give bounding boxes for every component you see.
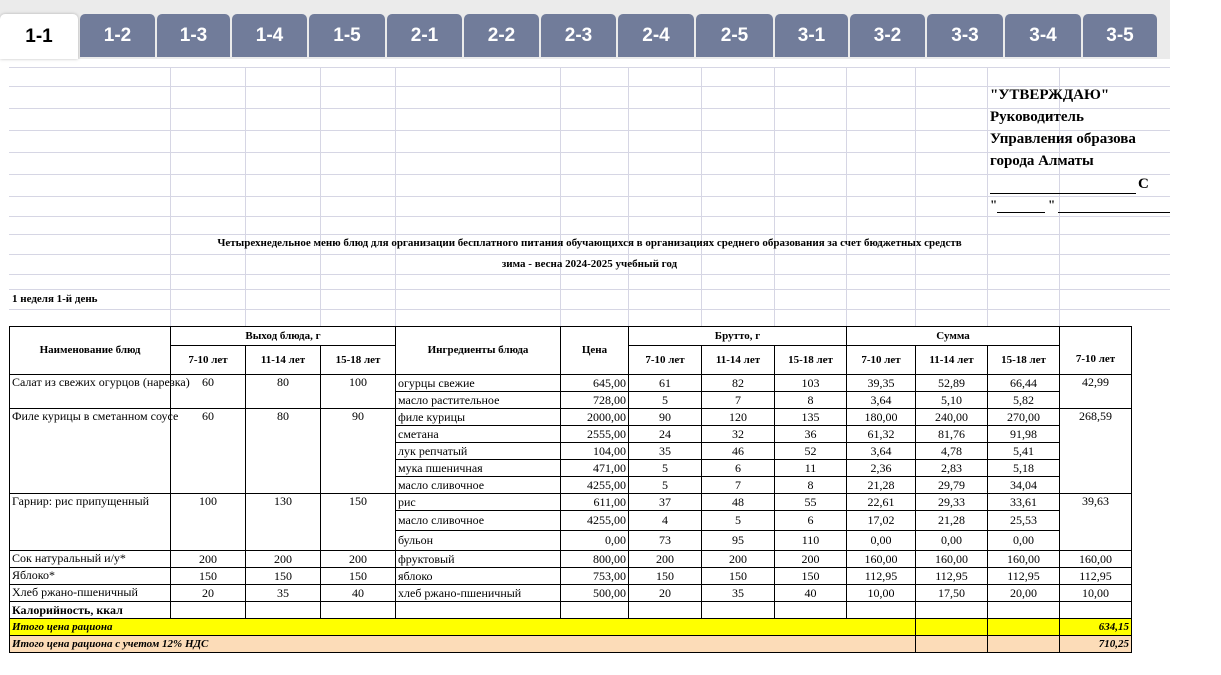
- sum-cell: 240,00: [916, 409, 988, 426]
- total-blank: [916, 636, 988, 653]
- menu-table: [9, 326, 1221, 653]
- header-dish: Наименование блюд: [10, 327, 171, 375]
- empty-cell: [702, 602, 775, 619]
- yield-cell: 80: [246, 375, 321, 409]
- empty-cell: [246, 602, 321, 619]
- quote-close: ": [1048, 197, 1056, 212]
- brutto-cell: 200: [775, 551, 847, 568]
- price-cell: 471,00: [561, 460, 629, 477]
- table-row: [10, 585, 1221, 602]
- gridline: [9, 274, 1170, 275]
- sum-cell: 17,02: [847, 511, 916, 531]
- header-brutto: Брутто, г: [629, 327, 847, 346]
- sum-cell: 21,28: [916, 511, 988, 531]
- sum-cell: 112,95: [916, 568, 988, 585]
- header-price: Цена: [561, 327, 629, 375]
- header-ingredients: Ингредиенты блюда: [396, 327, 561, 375]
- brutto-cell: 200: [702, 551, 775, 568]
- sum-cell: 160,00: [988, 551, 1060, 568]
- approval-line: Руководитель: [990, 109, 1084, 125]
- brutto-cell: 110: [775, 531, 847, 551]
- header-age: 11-14 лет: [916, 346, 988, 375]
- brutto-cell: 5: [702, 511, 775, 531]
- total-vat-label: Итого цена рациона с учетом 12% НДС: [10, 636, 916, 653]
- yield-cell: 100: [171, 494, 246, 551]
- quote-open: ": [990, 197, 998, 212]
- empty-cell: [629, 602, 702, 619]
- sum-cell: 5,18: [988, 460, 1060, 477]
- brutto-cell: 36: [775, 426, 847, 443]
- sum-cell: 81,76: [916, 426, 988, 443]
- ingredient-name: бульон: [396, 531, 561, 551]
- price-cell: 728,00: [561, 392, 629, 409]
- header-age: 7-10 лет: [629, 346, 702, 375]
- approval-line: города Алматы: [990, 153, 1094, 169]
- sum-cell: 33,61: [988, 494, 1060, 511]
- empty-cell: [775, 602, 847, 619]
- menu-subtitle: зима - весна 2024-2025 учебный год: [501, 258, 678, 270]
- brutto-cell: 55: [775, 494, 847, 511]
- sum-cell: 22,61: [847, 494, 916, 511]
- price-cell: 645,00: [561, 375, 629, 392]
- tab-1-3[interactable]: 1-3: [157, 14, 230, 57]
- brutto-cell: 20: [629, 585, 702, 602]
- table-row: [10, 494, 1221, 511]
- sum-cell: 39,35: [847, 375, 916, 392]
- sum-cell: 0,00: [988, 531, 1060, 551]
- tab-2-1[interactable]: 2-1: [387, 14, 462, 57]
- brutto-cell: 8: [775, 392, 847, 409]
- brutto-cell: 35: [629, 443, 702, 460]
- yield-cell: 40: [321, 585, 396, 602]
- sum-cell: 270,00: [988, 409, 1060, 426]
- brutto-cell: 4: [629, 511, 702, 531]
- brutto-cell: 5: [629, 460, 702, 477]
- dish-total: 10,00: [1060, 585, 1132, 602]
- yield-cell: 150: [171, 568, 246, 585]
- empty-cell: [321, 602, 396, 619]
- price-cell: 611,00: [561, 494, 629, 511]
- brutto-cell: 5: [629, 477, 702, 494]
- empty-cell: [988, 602, 1060, 619]
- table-row: [10, 409, 1221, 426]
- gridline: [9, 234, 1170, 235]
- sum-cell: 160,00: [916, 551, 988, 568]
- gridline: [9, 216, 1170, 217]
- yield-cell: 150: [321, 568, 396, 585]
- ingredient-name: масло растительное: [396, 392, 561, 409]
- sum-cell: 160,00: [847, 551, 916, 568]
- dish-name: Сок натуральный и/у*: [10, 551, 171, 568]
- sum-cell: 61,32: [847, 426, 916, 443]
- total-label: Итого цена рациона: [10, 619, 916, 636]
- header-age: 15-18 лет: [988, 346, 1060, 375]
- header-age: 7-10 лет: [847, 346, 916, 375]
- total-vat-value: 710,25: [1060, 636, 1132, 653]
- header-age: 7-10 лет: [1060, 346, 1132, 375]
- yield-cell: 200: [321, 551, 396, 568]
- sum-cell: 0,00: [847, 531, 916, 551]
- sum-cell: 3,64: [847, 443, 916, 460]
- spreadsheet-sheet: [9, 67, 1170, 675]
- dish-name: Салат из свежих огурцов (нарезка): [10, 375, 171, 409]
- sum-cell: 20,00: [988, 585, 1060, 602]
- tab-3-2[interactable]: 3-2: [850, 14, 925, 57]
- header-age: 7-10 лет: [171, 346, 246, 375]
- header-age: 11-14 лет: [246, 346, 321, 375]
- ingredient-name: филе курицы: [396, 409, 561, 426]
- brutto-cell: 150: [629, 568, 702, 585]
- tab-3-4[interactable]: 3-4: [1005, 14, 1081, 57]
- price-cell: 2555,00: [561, 426, 629, 443]
- brutto-cell: 73: [629, 531, 702, 551]
- dish-total: 268,59: [1060, 409, 1132, 494]
- yield-cell: 100: [321, 375, 396, 409]
- ingredient-name: мука пшеничная: [396, 460, 561, 477]
- yield-cell: 130: [246, 494, 321, 551]
- day-underline: [997, 212, 1045, 213]
- ingredient-name: сметана: [396, 426, 561, 443]
- empty-cell: [1060, 602, 1132, 619]
- sum-cell: 10,00: [847, 585, 916, 602]
- brutto-cell: 32: [702, 426, 775, 443]
- empty-cell: [847, 602, 916, 619]
- brutto-cell: 150: [775, 568, 847, 585]
- date-line: [990, 198, 1170, 216]
- sum-cell: 25,53: [988, 511, 1060, 531]
- brutto-cell: 6: [775, 511, 847, 531]
- brutto-cell: 24: [629, 426, 702, 443]
- sum-cell: 17,50: [916, 585, 988, 602]
- sheet-tab-bar: [0, 14, 1170, 59]
- price-cell: 4255,00: [561, 477, 629, 494]
- dish-total: 39,63: [1060, 494, 1132, 551]
- brutto-cell: 90: [629, 409, 702, 426]
- brutto-cell: 103: [775, 375, 847, 392]
- sum-cell: 5,41: [988, 443, 1060, 460]
- tab-1-1[interactable]: 1-1: [0, 14, 78, 59]
- brutto-cell: 6: [702, 460, 775, 477]
- brutto-cell: 11: [775, 460, 847, 477]
- brutto-cell: 46: [702, 443, 775, 460]
- sum-cell: 29,33: [916, 494, 988, 511]
- header-age: 15-18 лет: [775, 346, 847, 375]
- table-row: [10, 375, 1221, 392]
- empty-cell: [561, 602, 629, 619]
- tab-2-4[interactable]: 2-4: [618, 14, 694, 57]
- ingredient-name: лук репчатый: [396, 443, 561, 460]
- price-cell: 2000,00: [561, 409, 629, 426]
- sum-cell: 21,28: [847, 477, 916, 494]
- yield-cell: 80: [246, 409, 321, 494]
- empty-cell: [171, 602, 246, 619]
- tab-3-5[interactable]: 3-5: [1083, 14, 1157, 57]
- yield-cell: 90: [321, 409, 396, 494]
- approval-line: Управления образова: [990, 131, 1136, 147]
- header-age: 15-18 лет: [321, 346, 396, 375]
- brutto-cell: 8: [775, 477, 847, 494]
- tab-2-3[interactable]: 2-3: [541, 14, 616, 57]
- empty-cell: [396, 602, 561, 619]
- sum-cell: 2,83: [916, 460, 988, 477]
- dish-name: Филе курицы в сметанном соусе: [10, 409, 171, 494]
- tab-1-5[interactable]: 1-5: [309, 14, 385, 57]
- brutto-cell: 37: [629, 494, 702, 511]
- total-vat-row: [10, 636, 1221, 653]
- approval-line: "УТВЕРЖДАЮ": [990, 87, 1110, 103]
- total-value: 634,15: [1060, 619, 1132, 636]
- tab-2-5[interactable]: 2-5: [696, 14, 773, 57]
- price-cell: 800,00: [561, 551, 629, 568]
- brutto-cell: 48: [702, 494, 775, 511]
- sum-cell: 91,98: [988, 426, 1060, 443]
- ingredient-name: масло сливочное: [396, 477, 561, 494]
- signature-letter: С: [1138, 176, 1149, 192]
- dish-total: 42,99: [1060, 375, 1132, 409]
- yield-cell: 200: [171, 551, 246, 568]
- header-sum: Сумма: [847, 327, 1060, 346]
- yield-cell: 60: [171, 375, 246, 409]
- ingredient-name: масло сливочное: [396, 511, 561, 531]
- brutto-cell: 61: [629, 375, 702, 392]
- tab-2-2[interactable]: 2-2: [464, 14, 539, 57]
- sum-cell: 5,10: [916, 392, 988, 409]
- ingredient-name: фруктовый: [396, 551, 561, 568]
- yield-cell: 35: [246, 585, 321, 602]
- yield-cell: 150: [321, 494, 396, 551]
- ingredient-name: хлеб ржано-пшеничный: [396, 585, 561, 602]
- brutto-cell: 35: [702, 585, 775, 602]
- brutto-cell: 5: [629, 392, 702, 409]
- week-day-label: 1 неделя 1-й день: [12, 293, 98, 305]
- dish-total: 112,95: [1060, 568, 1132, 585]
- sum-cell: 2,36: [847, 460, 916, 477]
- sum-cell: 29,79: [916, 477, 988, 494]
- header-empty: [1060, 327, 1132, 346]
- price-cell: 4255,00: [561, 511, 629, 531]
- tab-1-4[interactable]: 1-4: [232, 14, 307, 57]
- price-cell: 753,00: [561, 568, 629, 585]
- sum-cell: 180,00: [847, 409, 916, 426]
- month-underline: [1058, 212, 1170, 213]
- brutto-cell: 82: [702, 375, 775, 392]
- price-cell: 500,00: [561, 585, 629, 602]
- table-row: [10, 568, 1221, 585]
- brutto-cell: 135: [775, 409, 847, 426]
- tab-3-3[interactable]: 3-3: [927, 14, 1003, 57]
- menu-title: Четырехнедельное меню блюд для организации бесплатного питания обучающихся в организациях среднего образования за счет бюджетных средств: [217, 237, 962, 249]
- empty-cell: [916, 602, 988, 619]
- sum-cell: 112,95: [988, 568, 1060, 585]
- sum-cell: 112,95: [847, 568, 916, 585]
- gridline: [9, 67, 1170, 68]
- dish-name: Хлеб ржано-пшеничный: [10, 585, 171, 602]
- header-yield: Выход блюда, г: [171, 327, 396, 346]
- table-row: [10, 551, 1221, 568]
- dish-name: Гарнир: рис припущенный: [10, 494, 171, 551]
- signature-underline: [990, 193, 1136, 194]
- calories-label: Калорийность, ккал: [10, 602, 171, 619]
- price-cell: 104,00: [561, 443, 629, 460]
- yield-cell: 200: [246, 551, 321, 568]
- total-blank: [916, 619, 988, 636]
- sum-cell: 52,89: [916, 375, 988, 392]
- signature-line: [990, 176, 1170, 198]
- calories-row: [10, 602, 1221, 619]
- total-blank: [988, 636, 1060, 653]
- dish-name: Яблоко*: [10, 568, 171, 585]
- brutto-cell: 7: [702, 477, 775, 494]
- price-cell: 0,00: [561, 531, 629, 551]
- top-strip: [0, 0, 1170, 14]
- brutto-cell: 52: [775, 443, 847, 460]
- gridline: [9, 309, 1170, 310]
- yield-cell: 60: [171, 409, 246, 494]
- sum-cell: 34,04: [988, 477, 1060, 494]
- yield-cell: 20: [171, 585, 246, 602]
- brutto-cell: 120: [702, 409, 775, 426]
- ingredient-name: огурцы свежие: [396, 375, 561, 392]
- brutto-cell: 7: [702, 392, 775, 409]
- tab-3-1[interactable]: 3-1: [775, 14, 848, 57]
- header-age: 11-14 лет: [702, 346, 775, 375]
- gridline: [9, 254, 1170, 255]
- brutto-cell: 40: [775, 585, 847, 602]
- ingredient-name: рис: [396, 494, 561, 511]
- tab-1-2[interactable]: 1-2: [80, 14, 155, 57]
- brutto-cell: 200: [629, 551, 702, 568]
- sum-cell: 66,44: [988, 375, 1060, 392]
- total-row: [10, 619, 1221, 636]
- brutto-cell: 150: [702, 568, 775, 585]
- total-blank: [988, 619, 1060, 636]
- sum-cell: 5,82: [988, 392, 1060, 409]
- sum-cell: 4,78: [916, 443, 988, 460]
- gridline: [9, 289, 1170, 290]
- dish-total: 160,00: [1060, 551, 1132, 568]
- ingredient-name: яблоко: [396, 568, 561, 585]
- sum-cell: 0,00: [916, 531, 988, 551]
- sum-cell: 3,64: [847, 392, 916, 409]
- brutto-cell: 95: [702, 531, 775, 551]
- gridline: [9, 174, 1170, 175]
- yield-cell: 150: [246, 568, 321, 585]
